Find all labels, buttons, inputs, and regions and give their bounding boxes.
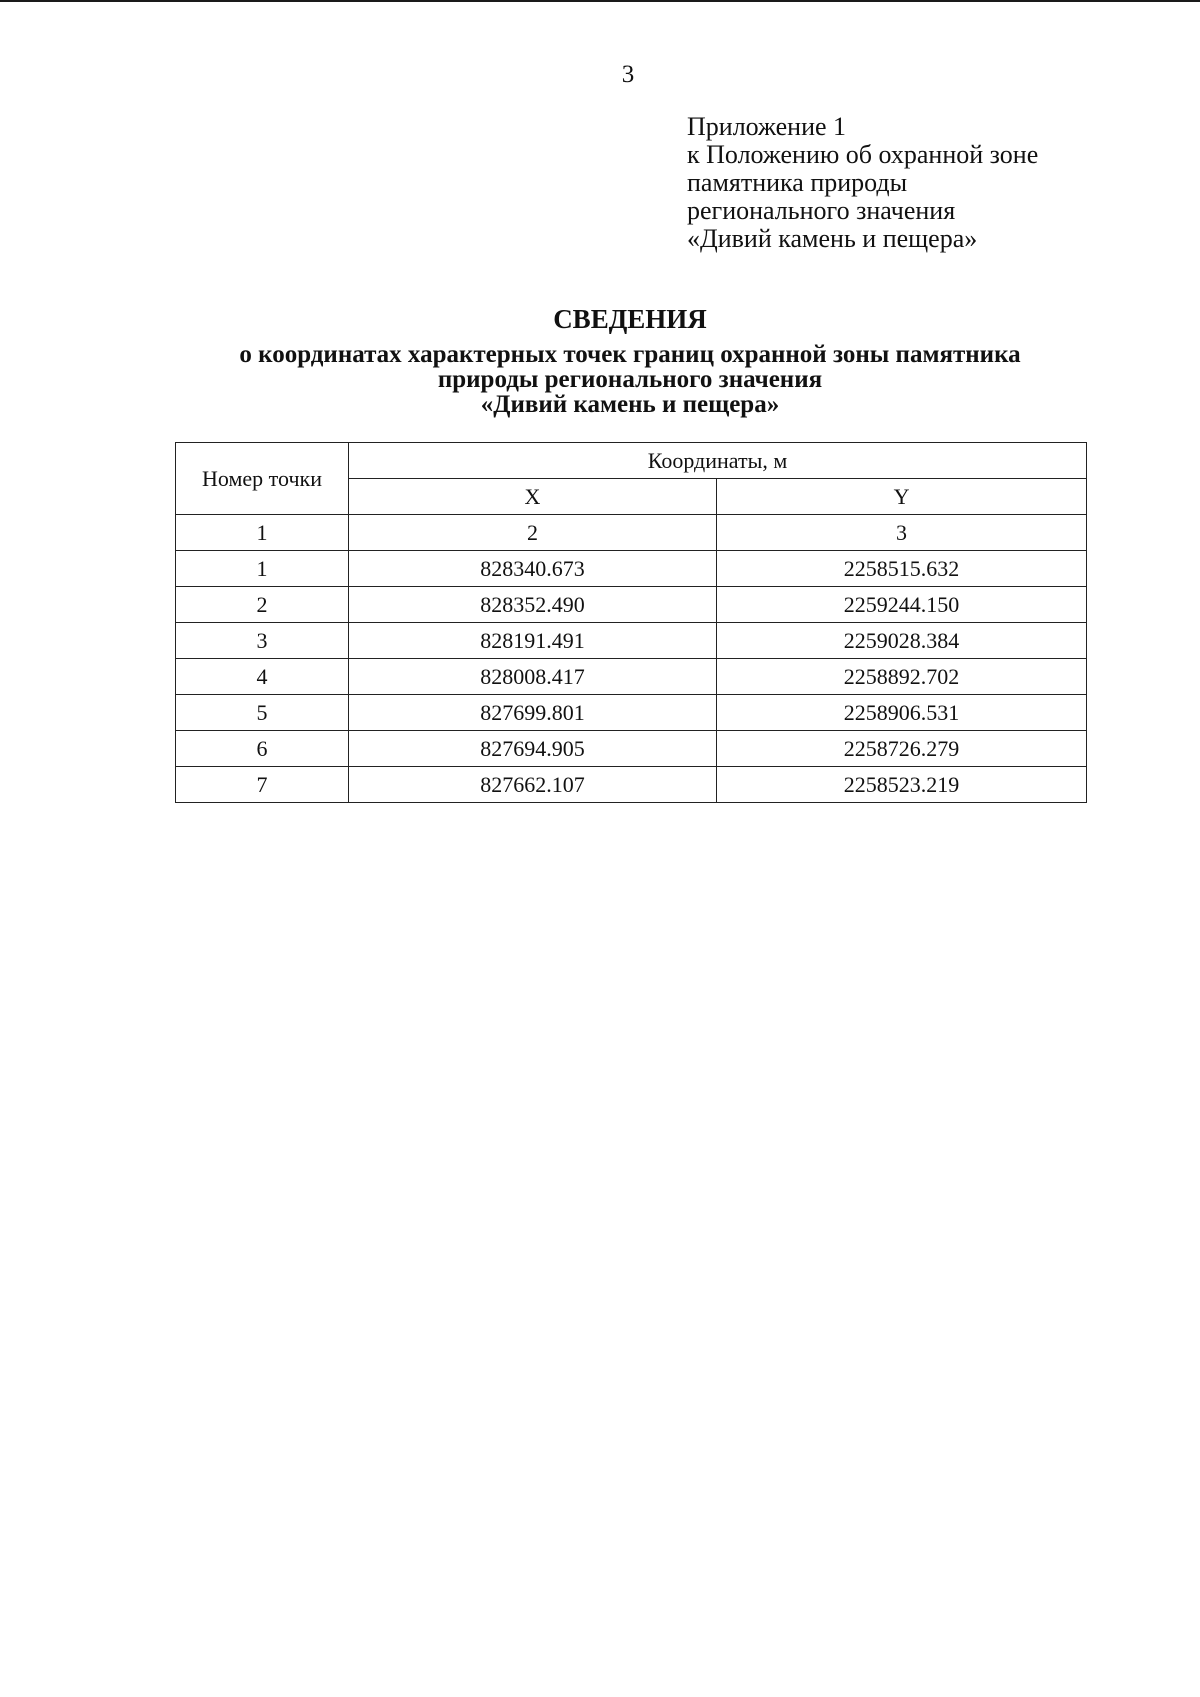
cell-point: 6 xyxy=(176,731,349,767)
table-header-row xyxy=(176,443,1087,479)
cell-y: 2258906.531 xyxy=(717,695,1087,731)
column-number: 1 xyxy=(176,515,349,551)
page-top-edge xyxy=(0,0,1200,2)
table-row xyxy=(176,695,1087,731)
cell-point: 1 xyxy=(176,551,349,587)
coordinates-table xyxy=(175,442,1087,803)
appendix-line: к Положению об охранной зоне xyxy=(687,140,1039,169)
column-number: 3 xyxy=(717,515,1087,551)
cell-y: 2259244.150 xyxy=(717,587,1087,623)
document-subtitle xyxy=(0,342,1200,417)
header-x: X xyxy=(349,479,717,515)
cell-x: 827699.801 xyxy=(349,695,717,731)
appendix-note xyxy=(687,113,1117,253)
appendix-line: Приложение 1 xyxy=(687,112,847,141)
column-number: 2 xyxy=(349,515,717,551)
page-number: 3 xyxy=(621,61,635,88)
subtitle-line: «Дивий камень и пещера» xyxy=(480,391,780,418)
cell-y: 2259028.384 xyxy=(717,623,1087,659)
header-coordinates: Координаты, м xyxy=(349,443,1087,479)
header-y: Y xyxy=(717,479,1087,515)
cell-y: 2258892.702 xyxy=(717,659,1087,695)
cell-x: 828008.417 xyxy=(349,659,717,695)
column-number-row xyxy=(176,515,1087,551)
appendix-line: памятника природы xyxy=(687,168,908,197)
cell-x: 827662.107 xyxy=(349,767,717,803)
table-row xyxy=(176,623,1087,659)
cell-point: 2 xyxy=(176,587,349,623)
subtitle-line: природы регионального значения xyxy=(437,366,823,393)
cell-x: 828352.490 xyxy=(349,587,717,623)
cell-point: 5 xyxy=(176,695,349,731)
document-title: СВЕДЕНИЯ xyxy=(553,304,707,334)
table-row xyxy=(176,659,1087,695)
table-row xyxy=(176,551,1087,587)
cell-point: 4 xyxy=(176,659,349,695)
appendix-line: регионального значения xyxy=(687,196,956,225)
table-row xyxy=(176,767,1087,803)
cell-point: 3 xyxy=(176,623,349,659)
subtitle-line: о координатах характерных точек границ охранной зоны памятника xyxy=(239,341,1021,368)
table-row xyxy=(176,731,1087,767)
appendix-line: «Дивий камень и пещера» xyxy=(687,224,978,253)
cell-point: 7 xyxy=(176,767,349,803)
cell-x: 828191.491 xyxy=(349,623,717,659)
cell-y: 2258523.219 xyxy=(717,767,1087,803)
cell-x: 828340.673 xyxy=(349,551,717,587)
cell-x: 827694.905 xyxy=(349,731,717,767)
table-row xyxy=(176,587,1087,623)
cell-y: 2258726.279 xyxy=(717,731,1087,767)
header-point-number: Номер точки xyxy=(176,443,349,515)
cell-y: 2258515.632 xyxy=(717,551,1087,587)
